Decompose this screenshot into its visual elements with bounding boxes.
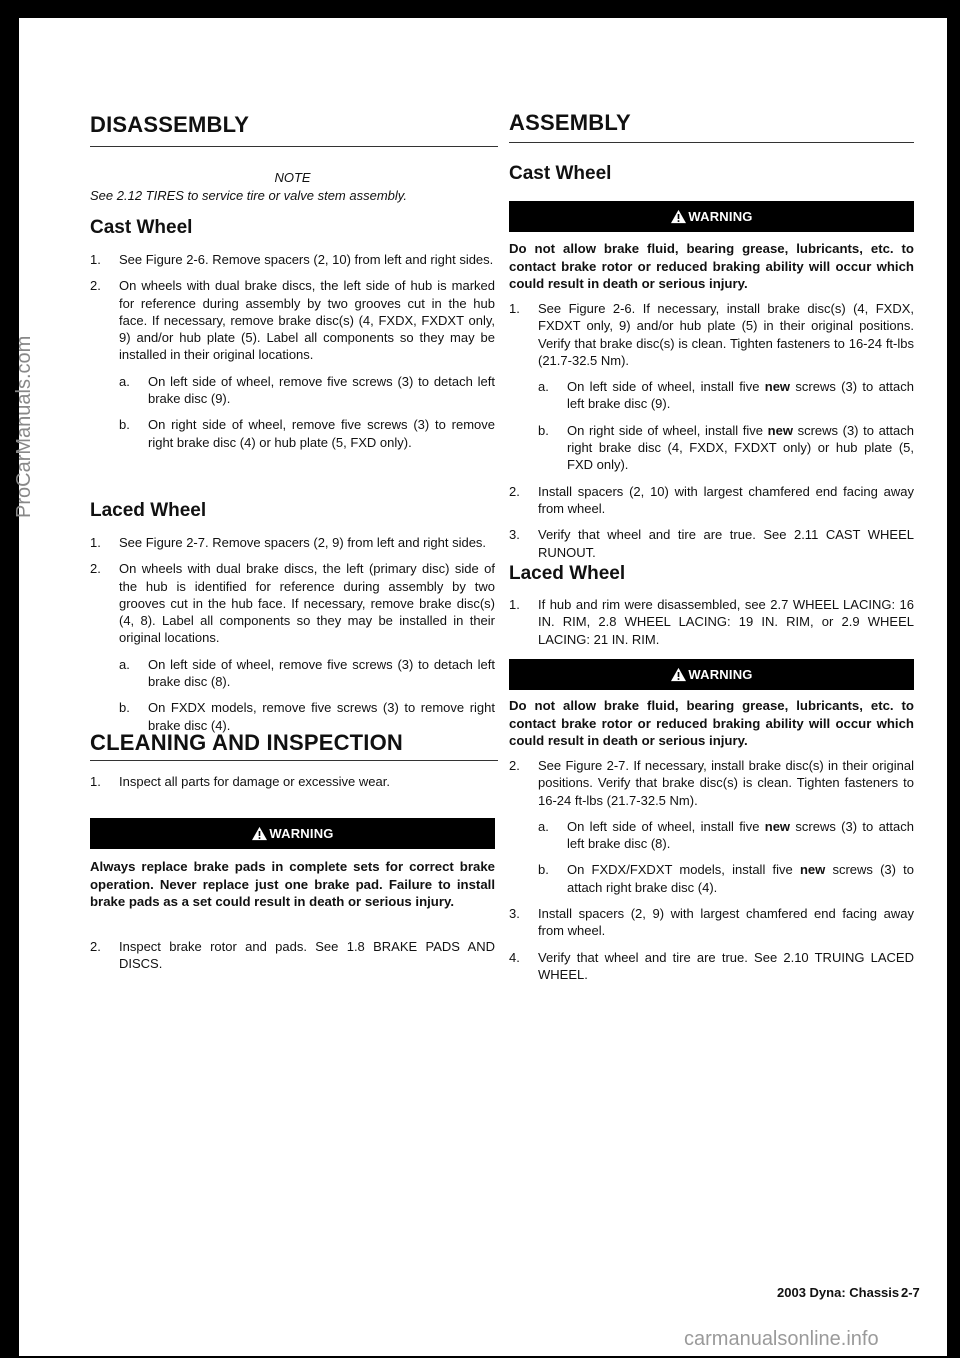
- list-item: [509, 757, 914, 809]
- warning-triangle-icon: [670, 209, 687, 224]
- manual-page: [13, 18, 947, 1356]
- footer-title: 2003 Dyna: Chassis: [777, 1285, 900, 1300]
- list-subitem: [90, 656, 495, 691]
- emphasis-new: new: [764, 379, 791, 395]
- list-item: [509, 300, 914, 369]
- page-number: 2-7: [901, 1285, 920, 1300]
- bottom-watermark: carmanualsonline.info: [684, 1328, 879, 1350]
- substep-text: screws (3) to attach left brake disc (8).: [567, 818, 914, 852]
- list-item: [90, 773, 495, 790]
- substep-letter: b.: [119, 417, 130, 433]
- list-item: [509, 483, 914, 518]
- heading-rule: [90, 760, 498, 761]
- step-number: 1.: [90, 535, 101, 550]
- list-subitem: [90, 416, 495, 451]
- note-body: See 2.12 TIRES to service tire or valve stem assembly.: [90, 188, 407, 203]
- cast-wheel-steps: [509, 300, 914, 570]
- substep-letter: a.: [119, 373, 130, 389]
- substep-text: On left side of wheel, install five: [567, 379, 765, 395]
- emphasis-new: new: [767, 422, 793, 438]
- list-item: [509, 596, 914, 648]
- warning-label: WARNING: [688, 667, 753, 682]
- step-text: Install spacers (2, 10) with largest chamfered end facing away from wheel.: [538, 483, 914, 516]
- substep-letter: a.: [538, 818, 549, 834]
- step-text: On wheels with dual brake discs, the left side of hub is marked for reference during assembly by two grooves cut in the hub face. If necessary, remove brake disc(s) (4, FXDX, FXDXT only, 9) and/or hub plate (5). Label all components so they may be installed in their original locations.: [119, 278, 495, 363]
- step-number: 2.: [90, 278, 101, 294]
- emphasis-new: new: [764, 818, 791, 834]
- step-number: 2.: [509, 483, 520, 499]
- step-number: 3.: [509, 906, 520, 922]
- substep-letter: b.: [538, 422, 549, 438]
- step-text: See Figure 2-7. Remove spacers (2, 9) from left and right sides.: [119, 535, 487, 550]
- step-text: Install spacers (2, 9) with largest chamfered end facing away from wheel.: [538, 906, 914, 939]
- cleaning-step-2: [90, 938, 495, 982]
- warning-triangle-icon: [251, 826, 268, 841]
- step-text: See Figure 2-7. If necessary, install brake disc(s) in their original positions. Verify that brake disc(s) is clean. Tighten fasteners to 16-24 ft-lbs (21.7-32.5 Nm).: [538, 758, 914, 808]
- cast-wheel-heading: Cast Wheel: [509, 163, 612, 184]
- cast-wheel-heading: Cast Wheel: [90, 217, 193, 238]
- warning-triangle-icon: [670, 667, 687, 682]
- substep-text: screws (3) to attach left brake disc (9).: [567, 379, 914, 412]
- warning-label: WARNING: [269, 826, 334, 841]
- step-number: 1.: [509, 301, 520, 316]
- list-item: [509, 526, 914, 561]
- step-text: If hub and rim were disassembled, see 2.7 WHEEL LACING: 16 IN. RIM, 2.8 WHEEL LACING: 19 IN. RIM, or 2.9 WHEEL LACING: 21 IN. RIM.: [538, 597, 914, 647]
- substep-text: On right side of wheel, remove five screws (3) to remove right brake disc (4) or hub plate (5, FXD only).: [148, 417, 495, 450]
- substep-text: On left side of wheel, remove five screws (3) to detach left brake disc (9).: [148, 373, 495, 407]
- warning-banner: [509, 659, 914, 690]
- laced-wheel-steps: [509, 757, 914, 992]
- step-number: 3.: [509, 527, 520, 543]
- step-number: 2.: [509, 758, 520, 773]
- step-number: 1.: [90, 774, 101, 789]
- substep-text: screws (3) to attach right brake disc (4, FXDX, FXDXT only) or hub plate (5, FXD only).: [567, 422, 914, 473]
- list-item: [509, 949, 914, 984]
- step-number: 4.: [509, 949, 520, 965]
- heading-rule: [509, 142, 914, 143]
- laced-wheel-heading: Laced Wheel: [90, 500, 207, 521]
- substep-letter: b.: [119, 700, 130, 716]
- substep-letter: a.: [538, 379, 549, 395]
- step-text: Inspect all parts for damage or excessive wear.: [119, 774, 390, 789]
- list-item: [90, 534, 495, 551]
- laced-wheel-steps: [90, 534, 495, 743]
- substep-text: On right side of wheel, install five: [567, 422, 768, 438]
- list-subitem: [509, 378, 914, 413]
- step-text: See Figure 2-6. If necessary, install brake disc(s) (4, FXDX, FXDXT only, 9) and/or hub plate (5) in their original positions. Verify that brake disc(s) is clean. Tighten fasteners to 16-24 ft-lbs (21.7-32.5 Nm).: [538, 301, 914, 368]
- list-subitem: [509, 422, 914, 474]
- list-item: [90, 251, 495, 268]
- step-number: 1.: [509, 597, 520, 612]
- heading-rule: [90, 146, 498, 147]
- substep-letter: a.: [119, 656, 130, 672]
- list-item: [509, 905, 914, 940]
- warning-text: Do not allow brake fluid, bearing grease, lubricants, etc. to contact brake rotor or reduced braking ability will occur which could result in death or serious injury.: [509, 698, 914, 748]
- substep-text: On FXDX models, remove five screws (3) to remove right brake disc (4).: [148, 700, 495, 733]
- note-title: NOTE: [274, 170, 311, 185]
- step-text: Verify that wheel and tire are true. See 2.11 CAST WHEEL RUNOUT.: [538, 527, 914, 560]
- list-subitem: [90, 373, 495, 408]
- substep-text: On FXDX/FXDXT models, install five: [567, 862, 800, 878]
- list-subitem: [509, 861, 914, 896]
- assembly-heading: ASSEMBLY: [509, 110, 631, 135]
- step-text: Verify that wheel and tire are true. See 2.10 TRUING LACED WHEEL.: [538, 949, 914, 982]
- step-text: Inspect brake rotor and pads. See 1.8 BRAKE PADS AND DISCS.: [119, 939, 495, 972]
- list-subitem: [90, 699, 495, 734]
- list-item: [90, 277, 495, 363]
- emphasis-new: new: [799, 862, 826, 878]
- laced-wheel-step-1: [509, 596, 914, 657]
- list-subitem: [509, 818, 914, 853]
- substep-text: On left side of wheel, remove five screws (3) to detach left brake disc (8).: [148, 656, 495, 690]
- warning-banner: [509, 201, 914, 232]
- list-item: [90, 938, 495, 973]
- substep-text: On left side of wheel, install five: [567, 818, 765, 834]
- substep-letter: b.: [538, 862, 549, 878]
- cleaning-heading: CLEANING AND INSPECTION: [90, 730, 404, 755]
- warning-text: Do not allow brake fluid, bearing grease, lubricants, etc. to contact brake rotor or reduced braking ability will occur which could result in death or serious injury.: [509, 241, 914, 291]
- step-text: On wheels with dual brake discs, the left (primary disc) side of the hub is identified for reference during assembly by two grooves cut in the hub face. If necessary, remove brake disc(s) (4, 8). Label all components so they may be installed in their original locations.: [119, 561, 495, 646]
- cleaning-step-1: [90, 773, 495, 799]
- step-number: 1.: [90, 252, 101, 267]
- warning-text: Always replace brake pads in complete sets for correct brake operation. Never replace just one brake pad. Failure to install brake pads as a set could result in death or serious injury.: [90, 859, 495, 909]
- laced-wheel-heading: Laced Wheel: [509, 563, 626, 584]
- list-item: [90, 560, 495, 646]
- disassembly-heading: DISASSEMBLY: [90, 112, 250, 137]
- step-text: See Figure 2-6. Remove spacers (2, 10) from left and right sides.: [119, 252, 494, 267]
- warning-label: WARNING: [688, 209, 753, 224]
- step-number: 2.: [90, 561, 101, 577]
- side-watermark: ProCarManuals.com: [13, 335, 35, 518]
- substep-text: screws (3) to attach right brake disc (4).: [567, 862, 915, 895]
- cast-wheel-steps: [90, 251, 495, 460]
- warning-banner: [90, 818, 495, 849]
- step-number: 2.: [90, 939, 101, 954]
